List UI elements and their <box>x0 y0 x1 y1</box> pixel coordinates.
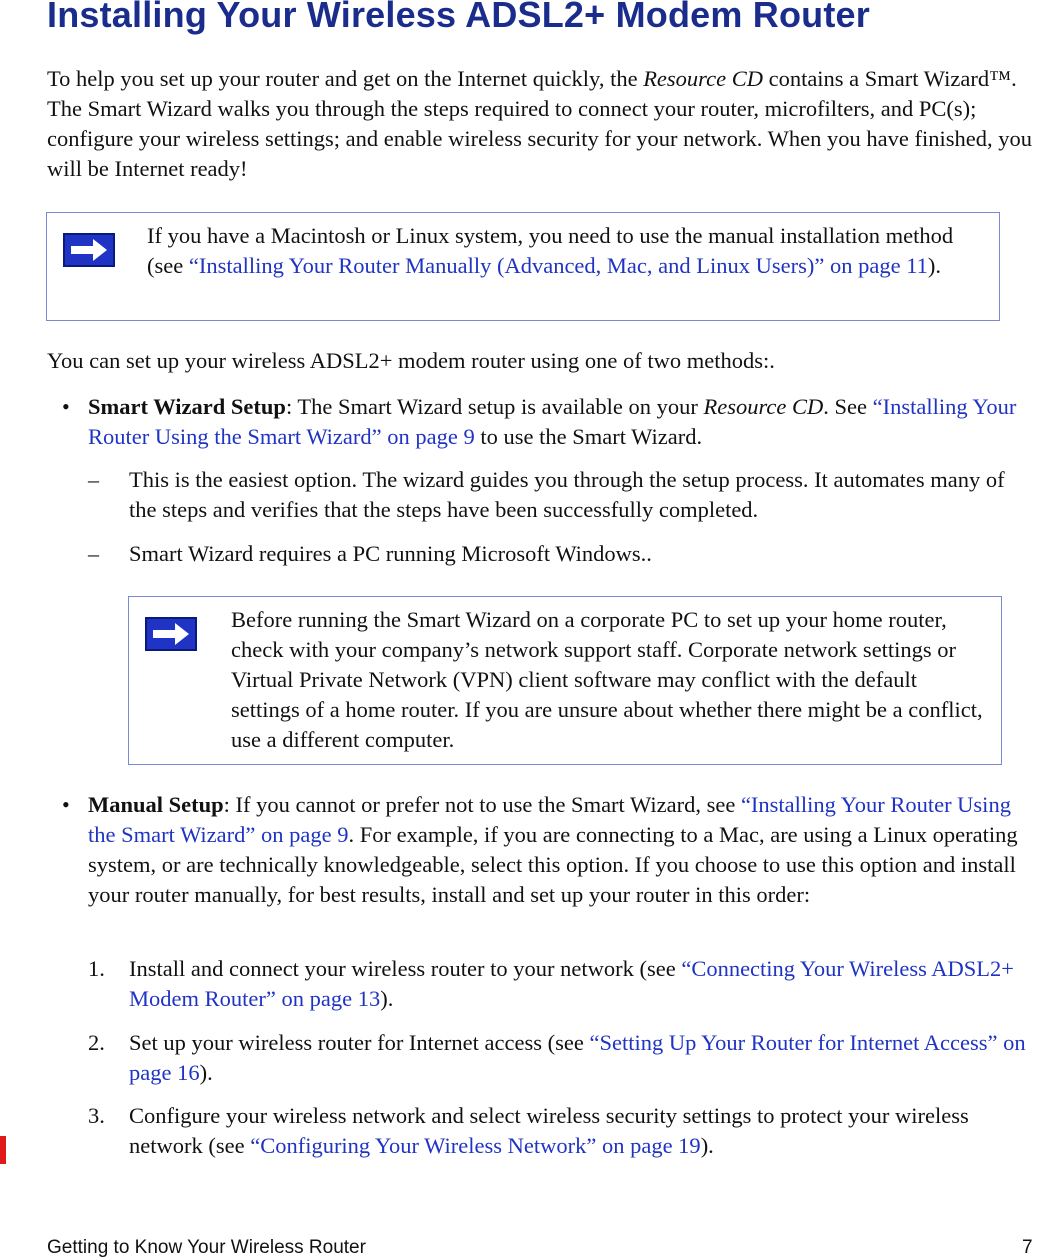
page-title: Installing Your Wireless ADSL2+ Modem Router <box>47 0 870 35</box>
bullet1-text-end: to use the Smart Wizard. <box>474 424 703 449</box>
link-connecting-router[interactable]: “Connecting Your Wireless ADSL2+ Modem Router” on page 13 <box>129 956 1014 1011</box>
bullet-marker: • <box>62 792 70 817</box>
step-text-end: ). <box>199 1060 213 1085</box>
link-internet-access[interactable]: “Setting Up Your Router for Internet Access” on page 16 <box>129 1030 1026 1085</box>
intro-paragraph <box>47 64 1032 184</box>
link-configuring-network[interactable]: “Configuring Your Wireless Network” on page 19 <box>250 1133 701 1158</box>
bullet1-see: . See <box>823 394 873 419</box>
step-2 <box>129 1028 1032 1088</box>
bullet-smart-wizard <box>88 392 1032 452</box>
link-smart-wizard-2[interactable]: “Installing Your Router Using the Smart Wizard” on page 9 <box>88 792 1011 847</box>
step-number: 3. <box>88 1103 105 1128</box>
intro-text: To help you set up your router and get on the Internet quickly, the <box>47 66 644 91</box>
footer-chapter: Getting to Know Your Wireless Router <box>47 1237 366 1258</box>
step-number: 1. <box>88 956 105 981</box>
step-number: 2. <box>88 1030 105 1055</box>
step-text-end: ). <box>700 1133 714 1158</box>
bullet-marker: • <box>62 394 70 419</box>
subitem-easiest: This is the easiest option. The wizard guides you through the setup process. It automates many of the steps and verifies that the steps have been successfully completed. <box>129 467 1005 522</box>
note-box-mac-linux <box>46 212 1000 321</box>
note-text-end: ). <box>927 253 941 278</box>
bullet1-text: : The Smart Wizard setup is available on your <box>285 394 704 419</box>
smart-wizard-heading: Smart Wizard Setup <box>88 394 286 419</box>
resource-cd-italic: Resource CD <box>703 394 824 419</box>
link-install-manually[interactable]: “Installing Your Router Manually (Advanced, Mac, and Linux Users)” on page 11 <box>188 253 928 278</box>
step-3 <box>129 1101 1032 1161</box>
step-text: Set up your wireless router for Internet access (see <box>129 1030 590 1055</box>
footer-page-number: 7 <box>1022 1237 1033 1258</box>
step-text: Install and connect your wireless router to your network (see <box>129 956 682 981</box>
step-text: Configure your wireless network and select wireless security settings to protect your wireless network (see <box>129 1103 969 1158</box>
right-arrow-note-icon <box>145 617 197 651</box>
right-arrow-note-icon <box>63 233 115 267</box>
bullet-manual-setup <box>88 790 1032 910</box>
note-text: Before running the Smart Wizard on a corporate PC to set up your home router, check with your company’s network support staff. Corporate network settings or Virtual Private Network (VPN) client software may conflict with the default settings of a home router. If you are unsure about whether there might be a conflict, use a different computer. <box>231 607 983 752</box>
step-1 <box>129 954 1032 1014</box>
manual-setup-heading: Manual Setup <box>88 792 224 817</box>
step-text-end: ). <box>380 986 394 1011</box>
subitem-requires-pc: Smart Wizard requires a PC running Microsoft Windows.. <box>129 541 652 566</box>
bullet2-text-end: . For example, if you are connecting to a Mac, are using a Linux operating system, or are technically knowledgeable, select this option. If you choose to use this option and install your router manually, for best results, install and set up your router in this order: <box>88 822 1018 907</box>
note-box-corporate <box>128 596 1002 765</box>
link-smart-wizard[interactable]: “Installing Your Router Using the Smart Wizard” on page 9 <box>88 394 1017 449</box>
dash-marker: – <box>88 467 99 492</box>
change-bar <box>0 1136 6 1164</box>
intro-text-end: contains a Smart Wizard™. The Smart Wizard walks you through the steps required to connect your router, microfilters, and PC(s); configure your wireless settings; and enable wireless security for your network. When you have finished, you will be Internet ready! <box>47 66 1032 181</box>
note-text-start: If you have a Macintosh or Linux system, you need to use the manual installation method (see <box>147 223 954 278</box>
bullet2-text: : If you cannot or prefer not to use the Smart Wizard, see <box>223 792 741 817</box>
resource-cd-italic: Resource CD <box>643 66 763 91</box>
methods-intro: You can set up your wireless ADSL2+ modem router using one of two methods:. <box>47 348 775 373</box>
dash-marker: – <box>88 541 99 566</box>
note-text <box>147 221 992 281</box>
